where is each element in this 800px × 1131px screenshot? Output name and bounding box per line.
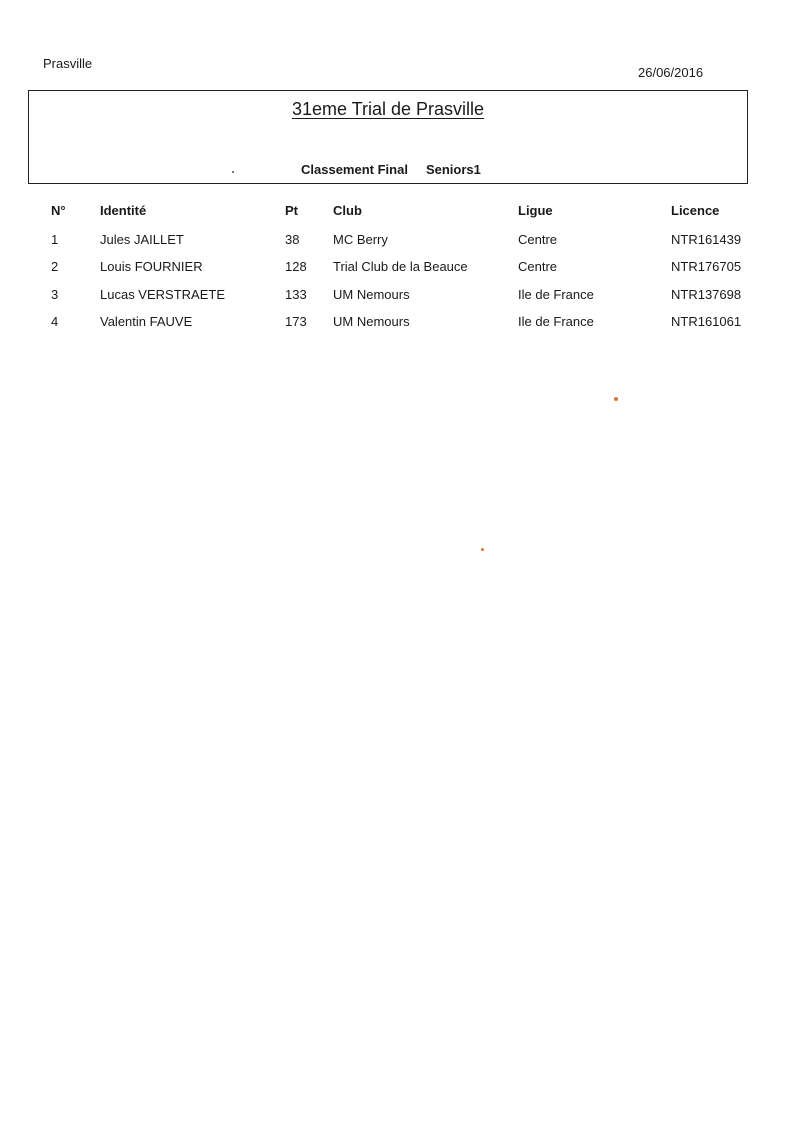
location-label: Prasville [43, 56, 93, 71]
table-row [0, 229, 800, 256]
cell-points: 38 [285, 232, 300, 247]
cell-no: 4 [51, 314, 59, 330]
table-row [0, 284, 800, 311]
cell-points: 173 [285, 314, 307, 330]
header-identity: Identité [100, 203, 147, 218]
header-league: Ligue [518, 203, 553, 218]
cell-identity: Lucas VERSTRAETE [100, 286, 225, 302]
results-table [0, 203, 800, 339]
cell-no: 2 [51, 259, 59, 275]
decorative-dot [232, 171, 234, 173]
header-points: Pt [285, 203, 298, 218]
header-no: N° [51, 203, 66, 218]
table-header-row [0, 203, 800, 229]
cell-club: UM Nemours [333, 286, 410, 302]
cell-no: 3 [51, 286, 59, 302]
table-row [0, 256, 800, 283]
scan-speck [481, 548, 484, 551]
event-title: 31eme Trial de Prasville [291, 99, 485, 119]
subtitle [301, 162, 481, 177]
header-club: Club [333, 203, 362, 218]
title-box [28, 90, 748, 184]
cell-identity: Louis FOURNIER [100, 259, 203, 275]
cell-league: Ile de France [518, 286, 594, 302]
cell-league: Ile de France [518, 314, 594, 330]
scan-speck [614, 397, 618, 401]
cell-licence: NTR161439 [671, 232, 742, 247]
cell-club: Trial Club de la Beauce [333, 259, 468, 275]
table-row [0, 311, 800, 338]
cell-points: 128 [285, 259, 307, 275]
category-label: Seniors1 [425, 162, 481, 177]
header-licence: Licence [671, 203, 720, 218]
cell-points: 133 [285, 286, 307, 302]
date-label: 26/06/2016 [638, 65, 704, 80]
cell-identity: Valentin FAUVE [100, 314, 193, 330]
cell-club: MC Berry [333, 232, 388, 247]
cell-club: UM Nemours [333, 314, 410, 330]
cell-league: Centre [518, 232, 558, 247]
cell-league: Centre [518, 259, 558, 275]
ranking-label: Classement Final [301, 162, 408, 177]
cell-licence: NTR137698 [671, 286, 742, 302]
cell-licence: NTR161061 [671, 314, 742, 330]
cell-licence: NTR176705 [671, 259, 742, 275]
cell-identity: Jules JAILLET [100, 232, 184, 247]
cell-no: 1 [51, 232, 59, 247]
